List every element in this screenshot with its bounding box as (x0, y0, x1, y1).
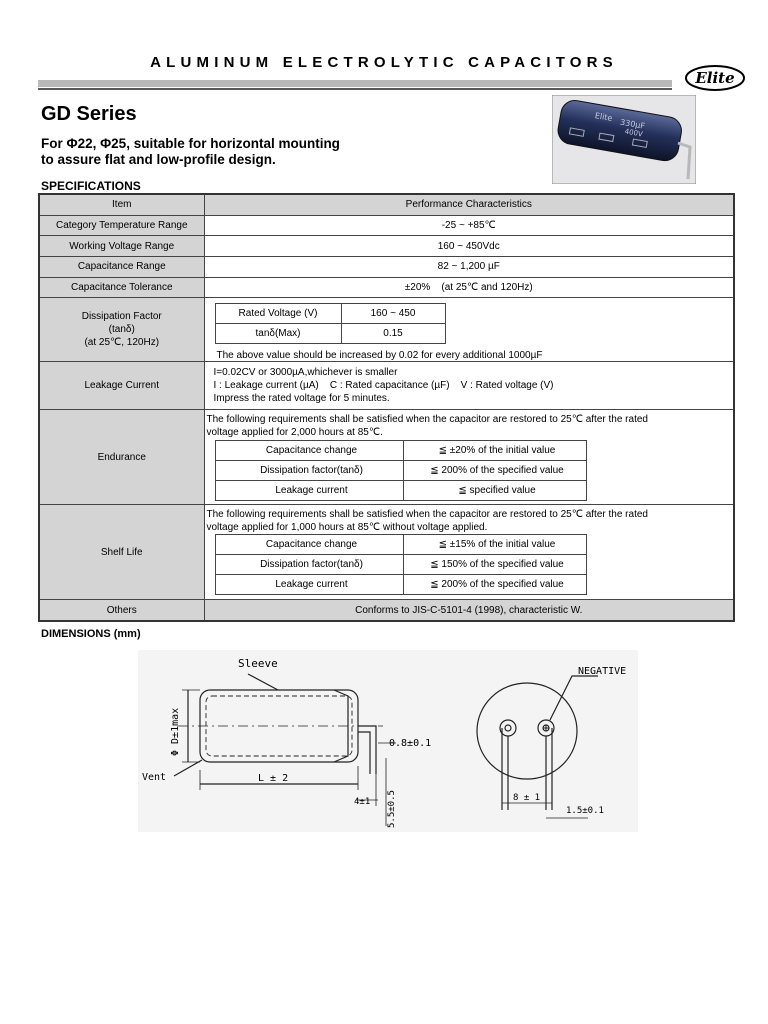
subtable-cell: Leakage current (215, 575, 403, 595)
row-label: Others (39, 600, 204, 621)
subtable-cell: 160 ~ 450 (341, 304, 445, 324)
subtable-cell: ≦ specified value (403, 481, 586, 501)
product-photo (552, 95, 696, 184)
svg-text:Elite: Elite (594, 111, 614, 123)
row-value: ±20% (at 25℃ and 120Hz) (204, 277, 734, 298)
label-line: (at 25℃, 120Hz) (84, 337, 160, 349)
specifications-table (38, 193, 735, 622)
label-vent: Vent (142, 772, 167, 783)
shelf-subtable (215, 534, 587, 595)
label-sleeve: Sleeve (238, 657, 278, 670)
leakage-line: I : Leakage current (µA) C : Rated capacitance (µF) V : Rated voltage (V) (213, 380, 554, 392)
series-tagline (41, 136, 340, 168)
dissipation-subtable (215, 303, 446, 344)
shelf-intro: voltage applied for 1,000 hours at 85℃ without voltage applied. (206, 522, 488, 534)
leakage-content (204, 362, 734, 410)
row-label: Category Temperature Range (39, 215, 204, 236)
subtable-cell: Leakage current (215, 481, 403, 501)
header-item: Item (39, 194, 204, 215)
label-length: L ± 2 (258, 773, 289, 784)
row-value: Conforms to JIS-C-5101-4 (1998), characteristic W. (204, 600, 734, 621)
subtable-cell: ≦ ±20% of the initial value (403, 441, 586, 461)
table-row (39, 600, 734, 621)
svg-text:330µF: 330µF (619, 117, 646, 131)
subtable-cell: Rated Voltage (V) (215, 304, 341, 324)
tagline-line: For Φ22, Φ25, suitable for horizontal mounting (41, 136, 340, 151)
label-lead-len: 4±1 (354, 797, 371, 807)
subtable-cell: ≦ 150% of the specified value (403, 555, 586, 575)
label-negative: NEGATIVE (578, 666, 627, 677)
svg-text:400V: 400V (623, 127, 644, 139)
subtable-cell: tanδ(Max) (215, 324, 341, 344)
table-row (39, 277, 734, 298)
subtable-cell: ≦ 200% of the specified value (403, 575, 586, 595)
shelf-content (204, 505, 734, 600)
label-lead-bend: 5.5±0.5 (387, 790, 397, 828)
shelf-intro: The following requirements shall be satisfied when the capacitor are restored to 25℃ after the rated (206, 509, 648, 521)
dissipation-content (204, 298, 734, 362)
endurance-intro: voltage applied for 2,000 hours at 85℃. (206, 427, 383, 439)
row-label: Working Voltage Range (39, 236, 204, 257)
table-row (39, 298, 734, 362)
series-title: GD Series (41, 103, 137, 125)
endurance-subtable (215, 440, 587, 501)
svg-text:Elite: Elite (695, 69, 735, 87)
subtable-cell: ≦ ±15% of the initial value (403, 535, 586, 555)
row-label: Shelf Life (39, 505, 204, 600)
label-line: Dissipation Factor (81, 311, 162, 323)
row-label: Capacitance Tolerance (39, 277, 204, 298)
tagline-line: to assure flat and low-profile design. (41, 152, 276, 167)
table-row (39, 256, 734, 277)
row-label: Capacitance Range (39, 256, 204, 277)
table-row (39, 505, 734, 600)
table-header-row (39, 194, 734, 215)
label-pin-width: 1.5±0.1 (566, 806, 604, 816)
label-lead-dia: 0.8±0.1 (389, 738, 432, 749)
table-row (39, 362, 734, 410)
subtable-cell: ≦ 200% of the specified value (403, 461, 586, 481)
leakage-line: I=0.02CV or 3000µA,whichever is smaller (213, 367, 398, 379)
endurance-intro: The following requirements shall be satisfied when the capacitor are restored to 25℃ after the rated (206, 414, 648, 426)
label-diameter: Φ D±1max (170, 707, 181, 756)
table-row (39, 215, 734, 236)
subtable-cell: Capacitance change (215, 441, 403, 461)
leakage-line: Impress the rated voltage for 5 minutes. (213, 393, 390, 405)
label-line: (tanδ) (108, 324, 135, 336)
subtable-cell: Dissipation factor(tanδ) (215, 555, 403, 575)
row-label-dissipation (39, 298, 204, 362)
subtable-cell: Capacitance change (215, 535, 403, 555)
row-value: 82 ~ 1,200 µF (204, 256, 734, 277)
table-row (39, 236, 734, 257)
specifications-heading: SPECIFICATIONS (41, 179, 141, 193)
page-header-title: ALUMINUM ELECTROLYTIC CAPACITORS (150, 54, 618, 71)
endurance-content (204, 410, 734, 505)
brand-logo (684, 64, 746, 92)
header-rule-dark (38, 88, 672, 90)
dimensions-heading: DIMENSIONS (mm) (41, 628, 141, 640)
subtable-cell: Dissipation factor(tanδ) (215, 461, 403, 481)
row-label: Endurance (39, 410, 204, 505)
row-label: Leakage Current (39, 362, 204, 410)
header-performance: Performance Characteristics (204, 194, 734, 215)
header-rule (38, 80, 672, 87)
row-value: 160 ~ 450Vdc (204, 236, 734, 257)
dissipation-note: The above value should be increased by 0.02 for every additional 1000µF (216, 350, 543, 362)
dimensions-drawing (138, 650, 638, 832)
row-value: -25 ~ +85℃ (204, 215, 734, 236)
subtable-cell: 0.15 (341, 324, 445, 344)
label-pitch: 8 ± 1 (513, 793, 541, 803)
table-row (39, 410, 734, 505)
